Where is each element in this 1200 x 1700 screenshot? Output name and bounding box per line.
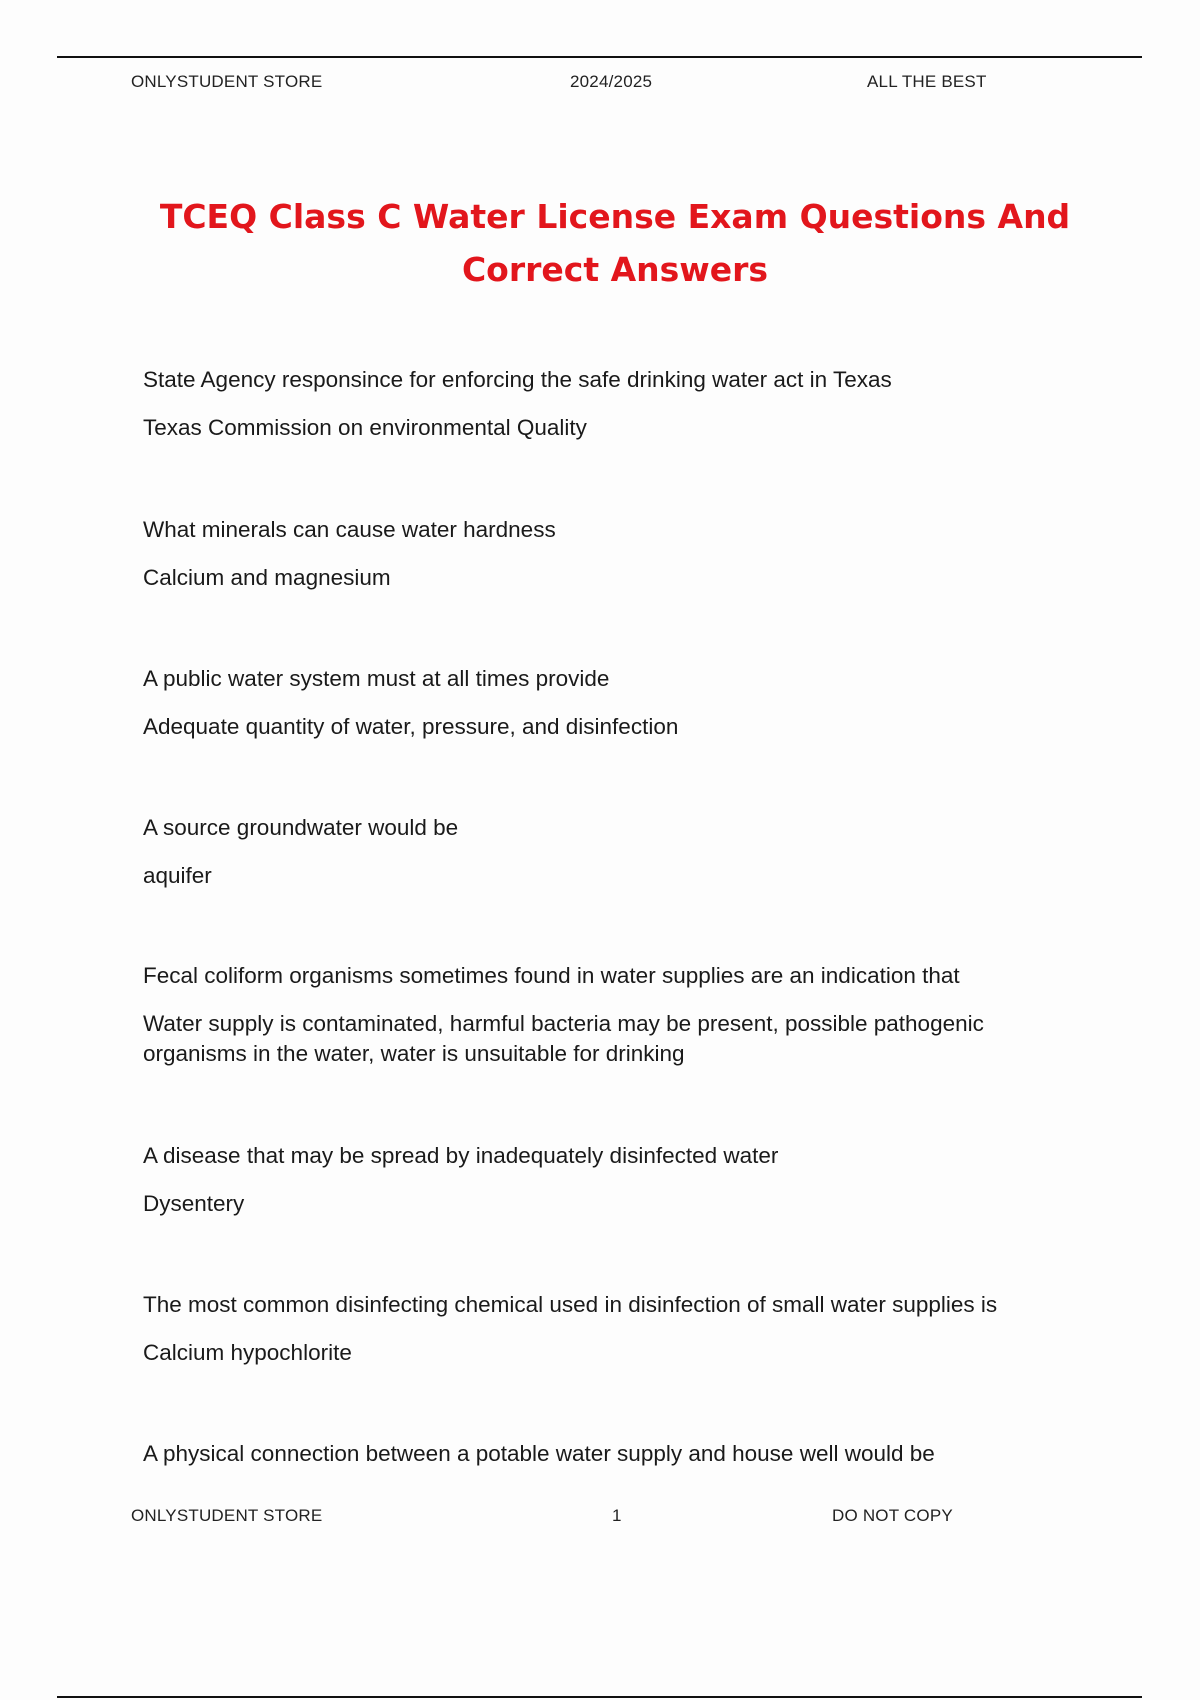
qa-item xyxy=(143,1290,1083,1368)
question-text: What minerals can cause water hardness xyxy=(143,517,556,542)
answer-text: Adequate quantity of water, pressure, and disinfection xyxy=(143,714,679,739)
question-text: A disease that may be spread by inadequately disinfected water xyxy=(143,1143,779,1168)
question-text: The most common disinfecting chemical used in disinfection of small water supplies is xyxy=(143,1292,998,1317)
question-text: A source groundwater would be xyxy=(143,815,459,840)
answer-text: Dysentery xyxy=(143,1191,245,1216)
qa-item xyxy=(143,961,1083,1069)
footer-left: ONLYSTUDENT STORE xyxy=(131,1506,323,1525)
header-rule xyxy=(57,56,1142,58)
header-center: 2024/2025 xyxy=(570,72,653,91)
footer-rule xyxy=(57,1696,1142,1698)
answer-text: aquifer xyxy=(143,863,212,888)
header-right: ALL THE BEST xyxy=(867,72,987,91)
qa-item xyxy=(143,365,1083,443)
question-text: A physical connection between a potable water supply and house well would be xyxy=(143,1441,935,1466)
qa-item xyxy=(143,813,1083,891)
question-text: Fecal coliform organisms sometimes found in water supplies are an indication that xyxy=(143,963,960,988)
qa-item xyxy=(143,515,1083,593)
qa-item xyxy=(143,1439,1083,1487)
answer-text: Calcium hypochlorite xyxy=(143,1340,352,1365)
header-left: ONLYSTUDENT STORE xyxy=(131,72,323,91)
question-text: A public water system must at all times provide xyxy=(143,666,610,691)
footer-right: DO NOT COPY xyxy=(832,1506,953,1525)
answer-text: Texas Commission on environmental Quality xyxy=(143,415,587,440)
qa-item xyxy=(143,664,1083,742)
document-title: TCEQ Class C Water License Exam Questions And Correct Answers xyxy=(159,197,1071,289)
answer-text: Calcium and magnesium xyxy=(143,565,391,590)
qa-item xyxy=(143,1141,1083,1219)
answer-text: Water supply is contaminated, harmful bacteria may be present, possible pathogenic organisms in the water, water is unsuitable for drinking xyxy=(143,1011,984,1066)
question-text: State Agency responsince for enforcing the safe drinking water act in Texas xyxy=(143,367,892,392)
page-number: 1 xyxy=(612,1506,622,1525)
